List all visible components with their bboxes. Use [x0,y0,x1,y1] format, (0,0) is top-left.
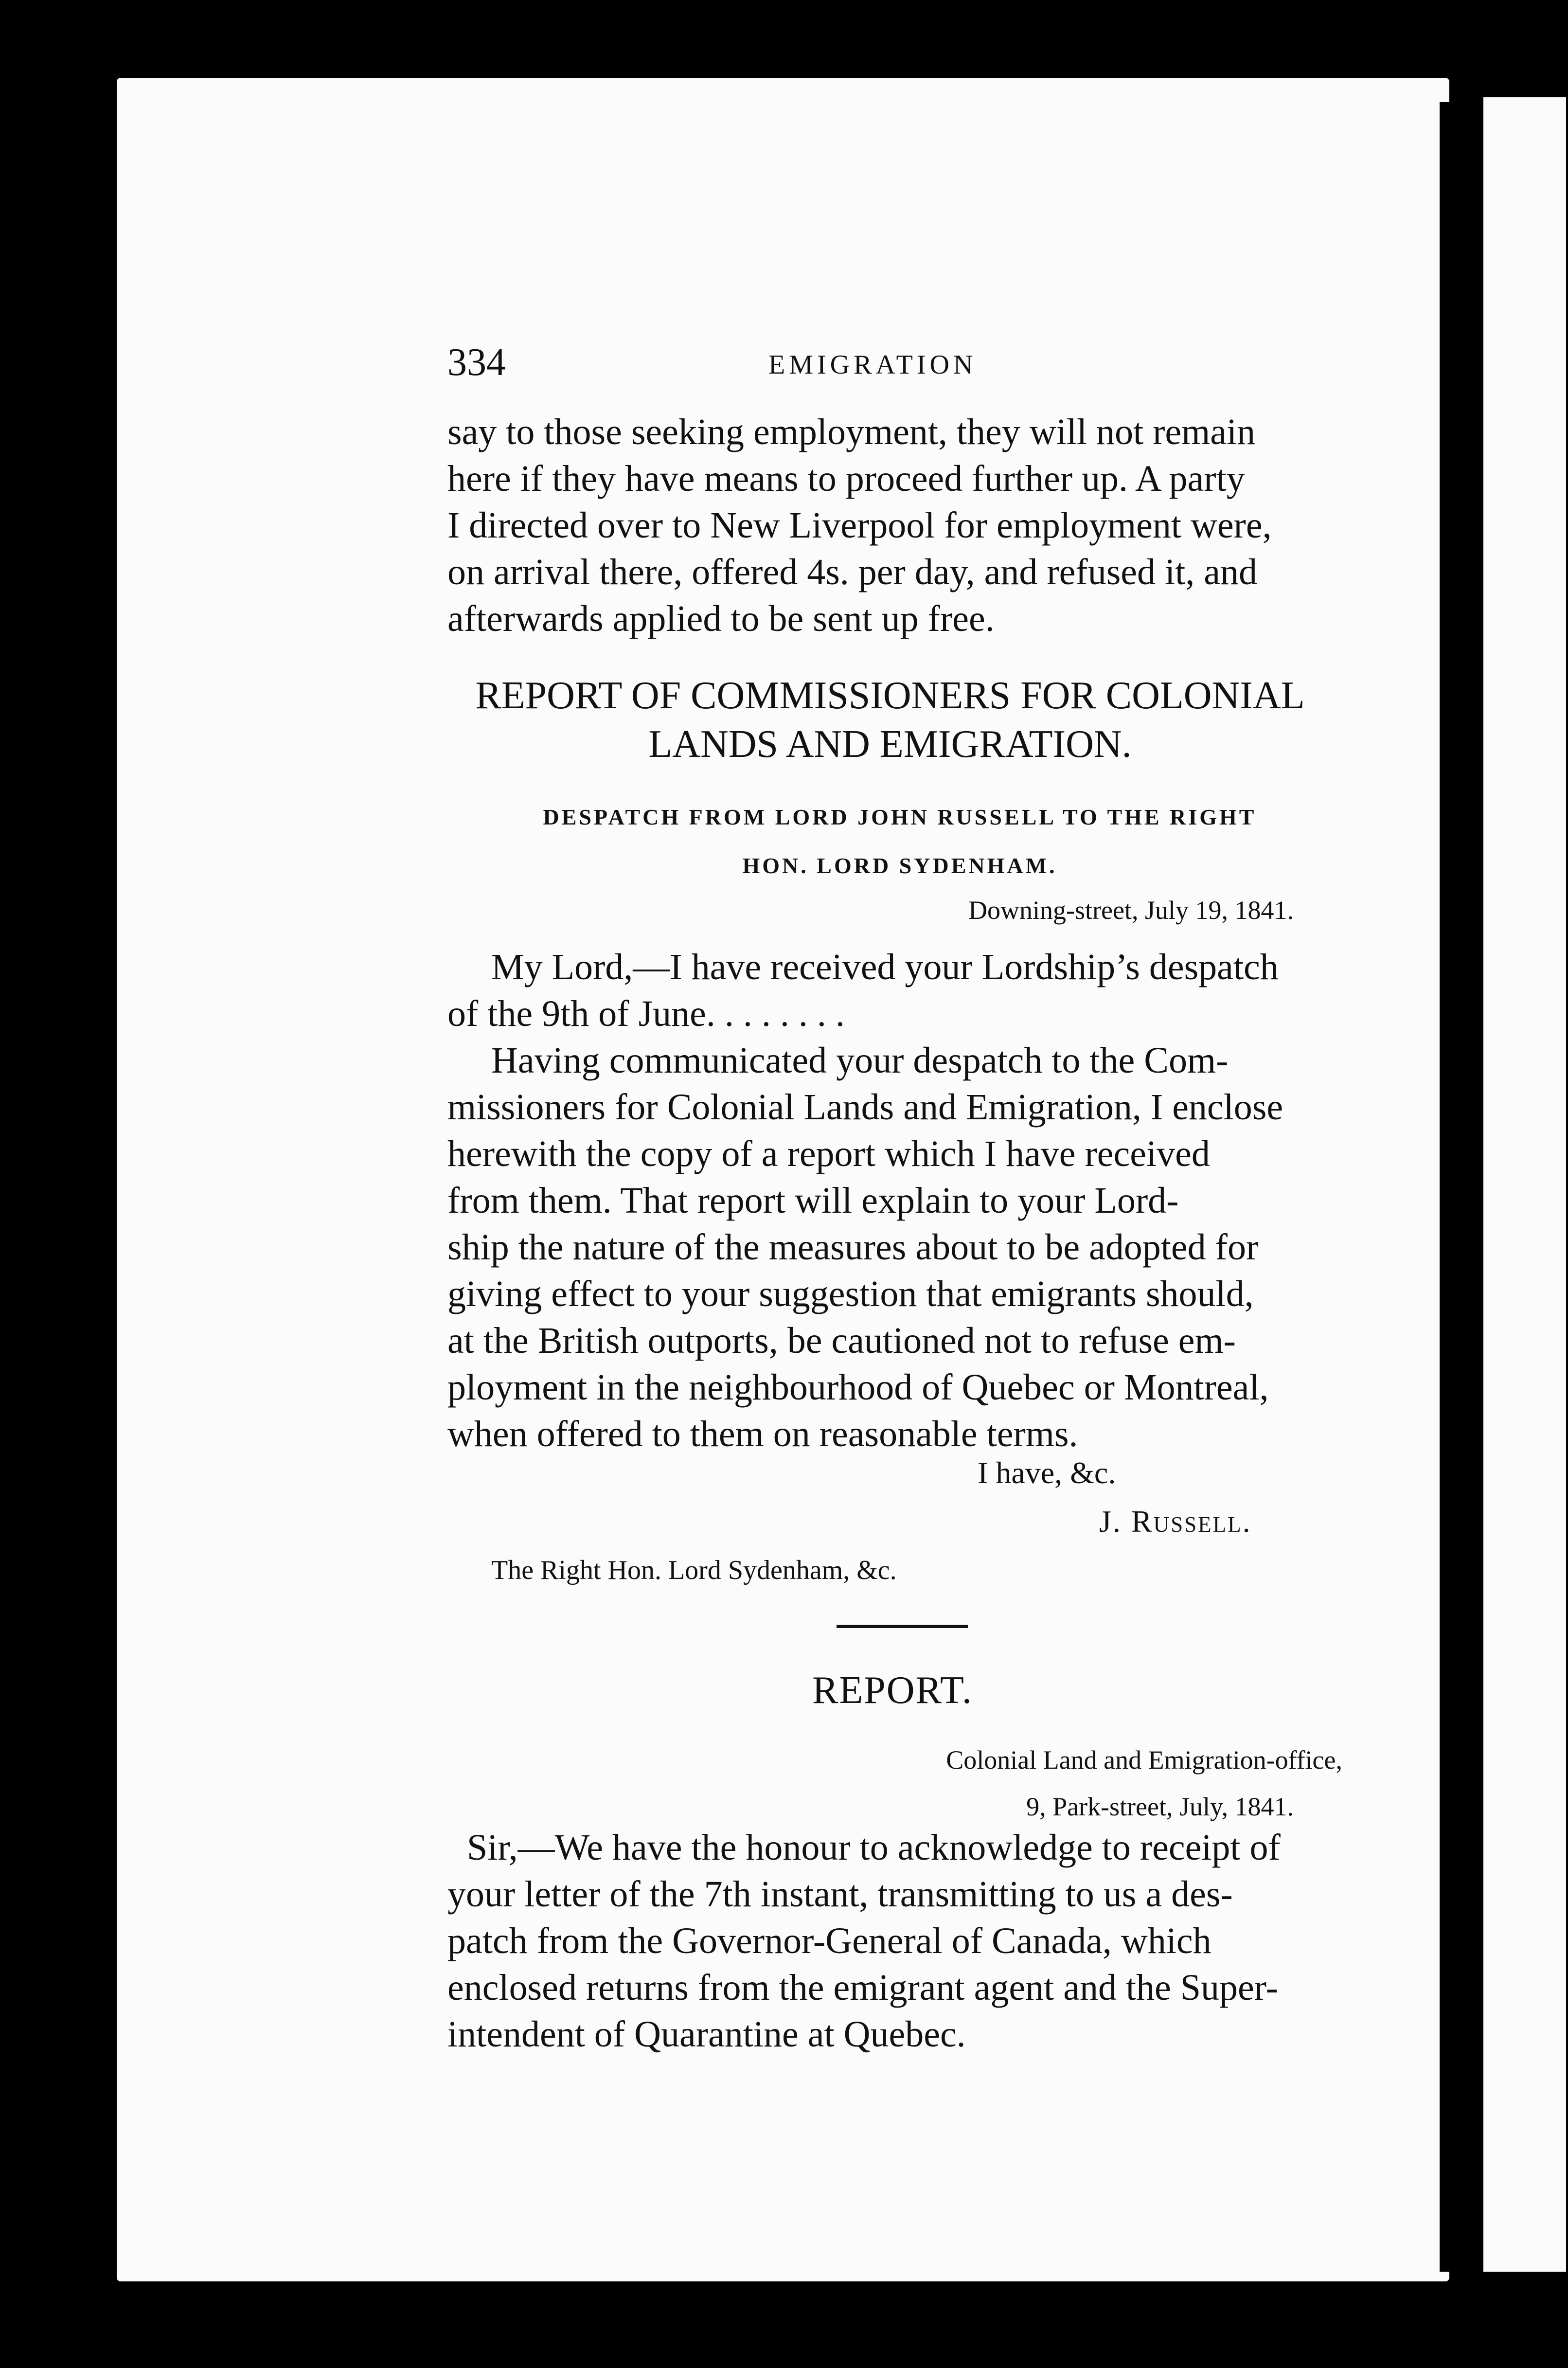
text-line: I directed over to New Liverpool for employment were, [447,505,1272,546]
subtitle-line: DESPATCH FROM LORD JOHN RUSSELL TO THE RIGHT [543,805,1257,829]
office-line: Colonial Land and Emigration-office, [946,1745,1342,1775]
text-line: your letter of the 7th instant, transmitting to us a des- [447,1874,1233,1915]
text-line: enclosed returns from the emigrant agent and the Super- [447,1967,1278,2008]
salutation: I have, &c. [978,1455,1116,1490]
page-number: 334 [447,341,506,384]
text-line: Sir,—We have the honour to acknowledge to receipt of [467,1827,1281,1868]
section-subtitle [467,793,1333,890]
report-body [447,1824,1333,2058]
signature: J. Russell. [1099,1504,1252,1539]
text-line: herewith the copy of a report which I have received [447,1133,1210,1174]
office-line: 9, Park-street, July, 1841. [1026,1792,1294,1821]
report-office [447,1737,1342,1830]
letter-dateline: Downing-street, July 19, 1841. [968,896,1294,925]
text-line: afterwards applied to be sent up free. [447,598,995,639]
subtitle-line: HON. LORD SYDENHAM. [742,853,1057,878]
text-line: ployment in the neighbourhood of Quebec or Montreal, [447,1367,1269,1408]
text-line: of the 9th of June. . . . . . . . [447,993,845,1034]
section-title [447,671,1333,769]
section-title-line: LANDS AND EMIGRATION. [648,723,1132,766]
text-line: here if they have means to proceed further up. A party [447,458,1245,499]
text-line: patch from the Governor-General of Canada, which [447,1920,1212,1961]
report-heading: REPORT. [812,1669,973,1712]
letter-body [447,944,1333,1457]
text-line: missioners for Colonial Lands and Emigration, I enclose [447,1087,1283,1128]
book-spine [1440,102,1474,2272]
text-line: at the British outports, be cautioned not to refuse em- [447,1320,1236,1361]
text-line: Having communicated your despatch to the Com- [491,1040,1229,1081]
text-line: on arrival there, offered 4s. per day, and refused it, and [447,552,1257,592]
text-line: My Lord,—I have received your Lordship’s despatch [491,947,1279,987]
section-title-line: REPORT OF COMMISSIONERS FOR COLONIAL [475,674,1305,717]
section-divider [837,1625,968,1628]
addressee: The Right Hon. Lord Sydenham, &c. [491,1555,897,1585]
text-line: giving effect to your suggestion that emigrants should, [447,1274,1254,1314]
text-line: from them. That report will explain to your Lord- [447,1180,1179,1221]
text-line: ship the nature of the measures about to be adopted for [447,1227,1259,1268]
facing-page-edge [1483,97,1566,2272]
text-line: say to those seeking employment, they will not remain [447,412,1256,452]
text-line: intendent of Quarantine at Quebec. [447,2014,966,2055]
running-title: EMIGRATION [768,350,977,380]
paragraph-continued [447,409,1333,642]
page-header [447,341,1333,384]
text-line: when offered to them on reasonable terms. [447,1414,1078,1454]
